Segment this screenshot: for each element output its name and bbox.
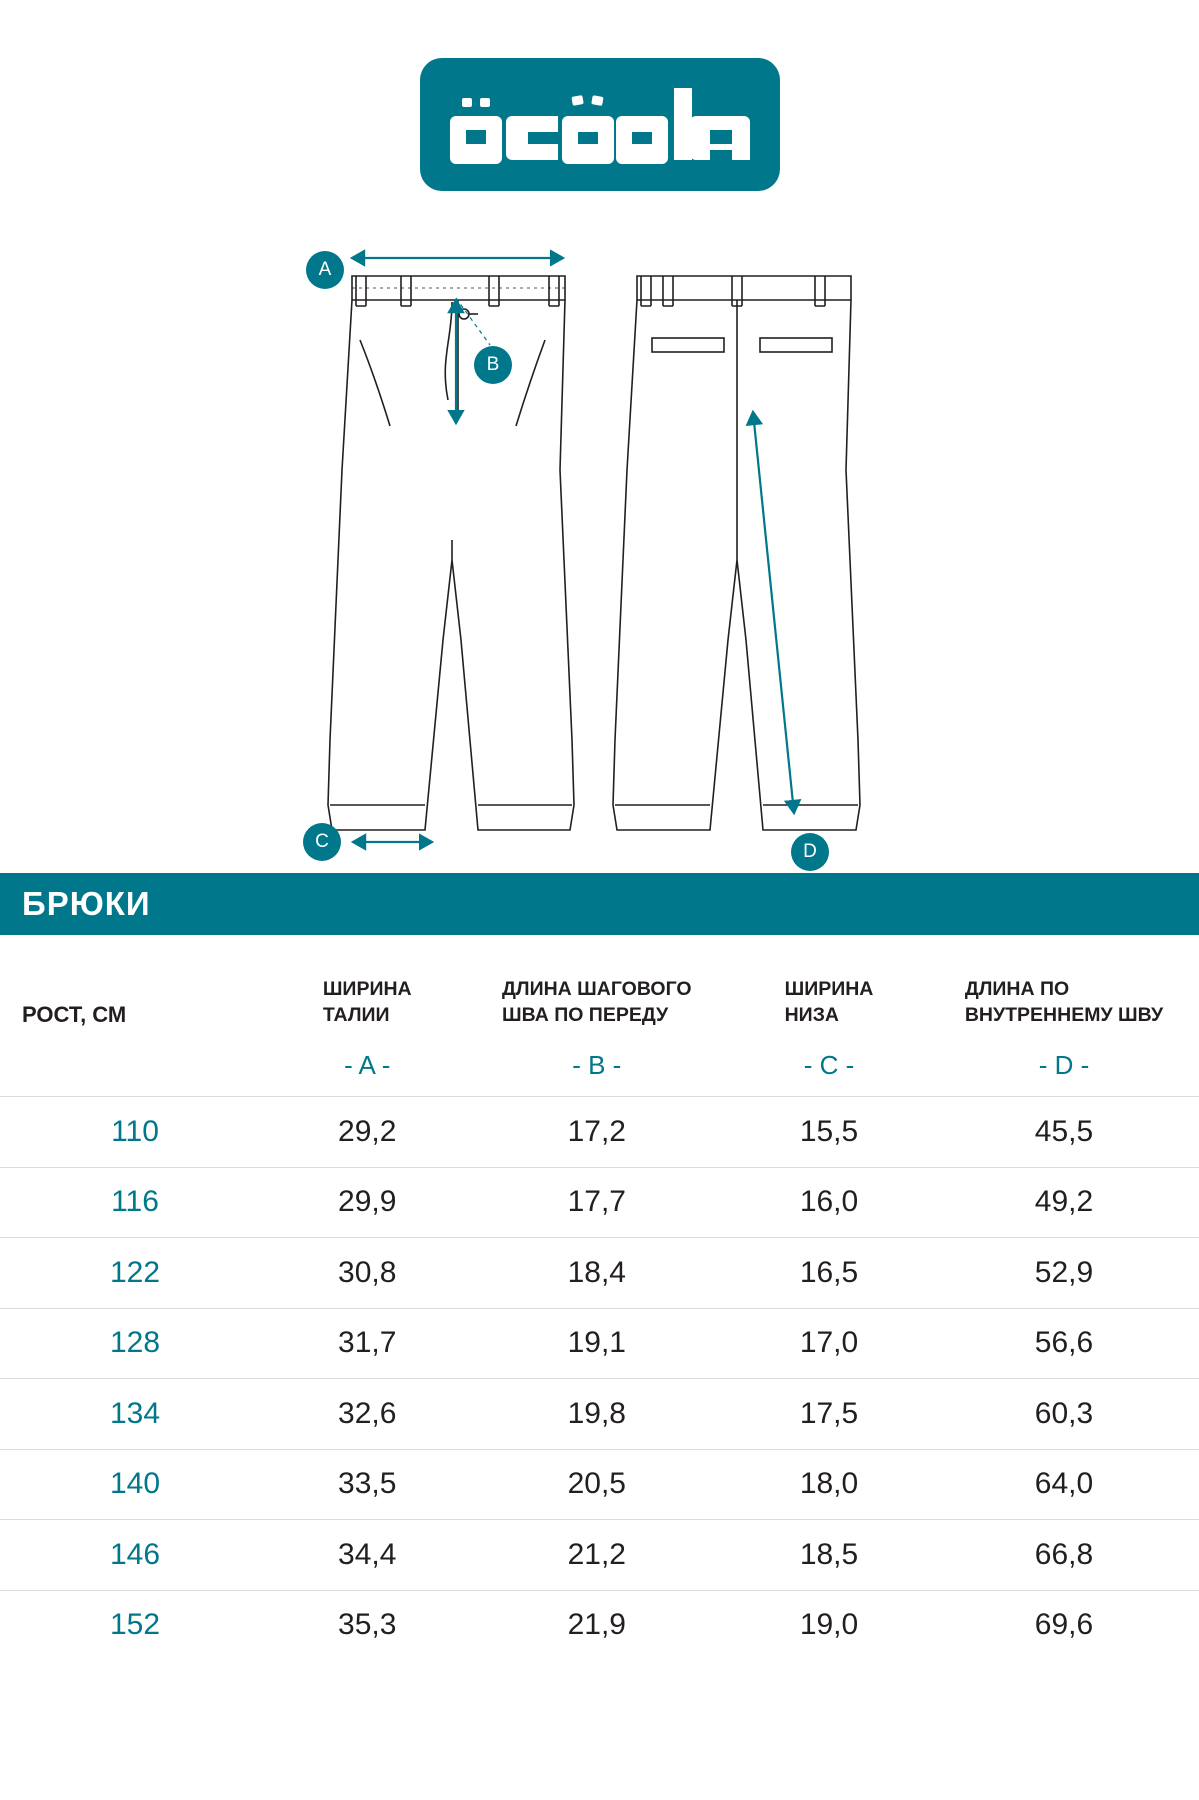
letter-cell-c: - C - — [803, 1049, 855, 1080]
acoola-logo-icon — [450, 82, 750, 168]
header-inseam: ДЛИНА ПО ВНУТРЕННЕМУ ШВУ — [964, 978, 1164, 1026]
cell-waist: 33,5 — [270, 1449, 464, 1520]
letter-cell-a: - A - — [344, 1049, 391, 1080]
table-row — [0, 1449, 1199, 1520]
cell-waist: 30,8 — [270, 1238, 464, 1309]
section-title-bar — [0, 873, 1199, 935]
cell-inseam: 64,0 — [929, 1449, 1199, 1520]
cell-height: 128 — [0, 1308, 270, 1379]
letter-cell-empty — [0, 1034, 270, 1097]
cell-inseam: 49,2 — [929, 1167, 1199, 1238]
cell-opening: 17,5 — [729, 1379, 929, 1450]
cell-inseam: 60,3 — [929, 1379, 1199, 1450]
table-row — [0, 1167, 1199, 1238]
cell-rise: 19,8 — [464, 1379, 729, 1450]
cell-rise: 17,7 — [464, 1167, 729, 1238]
cell-waist: 35,3 — [270, 1590, 464, 1660]
cell-inseam: 69,6 — [929, 1590, 1199, 1660]
letter-cell-b: - B - — [572, 1049, 622, 1080]
table-letter-row — [0, 1034, 1199, 1097]
cell-opening: 17,0 — [729, 1308, 929, 1379]
cell-waist: 29,2 — [270, 1097, 464, 1168]
table-row — [0, 1590, 1199, 1660]
cell-rise: 21,2 — [464, 1520, 729, 1591]
header-leg-opening: ШИРИНА НИЗА — [784, 978, 874, 1026]
cell-rise: 20,5 — [464, 1449, 729, 1520]
table-header-row — [0, 950, 1199, 1034]
cell-rise: 21,9 — [464, 1590, 729, 1660]
cell-rise: 19,1 — [464, 1308, 729, 1379]
cell-height: 146 — [0, 1520, 270, 1591]
cell-inseam: 66,8 — [929, 1520, 1199, 1591]
cell-inseam: 56,6 — [929, 1308, 1199, 1379]
marker-d: D — [791, 833, 829, 871]
cell-waist: 31,7 — [270, 1308, 464, 1379]
cell-height: 110 — [0, 1097, 270, 1168]
cell-opening: 18,5 — [729, 1520, 929, 1591]
header-waist-width: ШИРИНА ТАЛИИ — [322, 978, 412, 1026]
pants-diagram-svg — [0, 240, 1199, 860]
cell-opening: 19,0 — [729, 1590, 929, 1660]
cell-opening: 16,0 — [729, 1167, 929, 1238]
cell-opening: 16,5 — [729, 1238, 929, 1309]
cell-rise: 18,4 — [464, 1238, 729, 1309]
cell-height: 122 — [0, 1238, 270, 1309]
cell-inseam: 45,5 — [929, 1097, 1199, 1168]
cell-height: 140 — [0, 1449, 270, 1520]
cell-height: 134 — [0, 1379, 270, 1450]
header-height: РОСТ, СМ — [22, 1002, 127, 1027]
table-row — [0, 1238, 1199, 1309]
cell-waist: 34,4 — [270, 1520, 464, 1591]
brand-logo — [0, 58, 1199, 191]
cell-opening: 15,5 — [729, 1097, 929, 1168]
table-row — [0, 1520, 1199, 1591]
marker-b: B — [474, 346, 512, 384]
logo-badge — [420, 58, 780, 191]
cell-waist: 29,9 — [270, 1167, 464, 1238]
header-front-rise: ДЛИНА ШАГОВОГО ШВА ПО ПЕРЕДУ — [502, 978, 692, 1026]
table-row — [0, 1379, 1199, 1450]
marker-c: C — [303, 823, 341, 861]
cell-inseam: 52,9 — [929, 1238, 1199, 1309]
marker-a: A — [306, 251, 344, 289]
cell-rise: 17,2 — [464, 1097, 729, 1168]
page-title: БРЮКИ — [22, 885, 151, 922]
cell-waist: 32,6 — [270, 1379, 464, 1450]
letter-cell-d: - D - — [1038, 1049, 1090, 1080]
cell-height: 152 — [0, 1590, 270, 1660]
size-table — [0, 950, 1199, 1660]
table-row — [0, 1097, 1199, 1168]
cell-height: 116 — [0, 1167, 270, 1238]
table-row — [0, 1308, 1199, 1379]
pants-technical-drawing — [0, 240, 1199, 860]
cell-opening: 18,0 — [729, 1449, 929, 1520]
